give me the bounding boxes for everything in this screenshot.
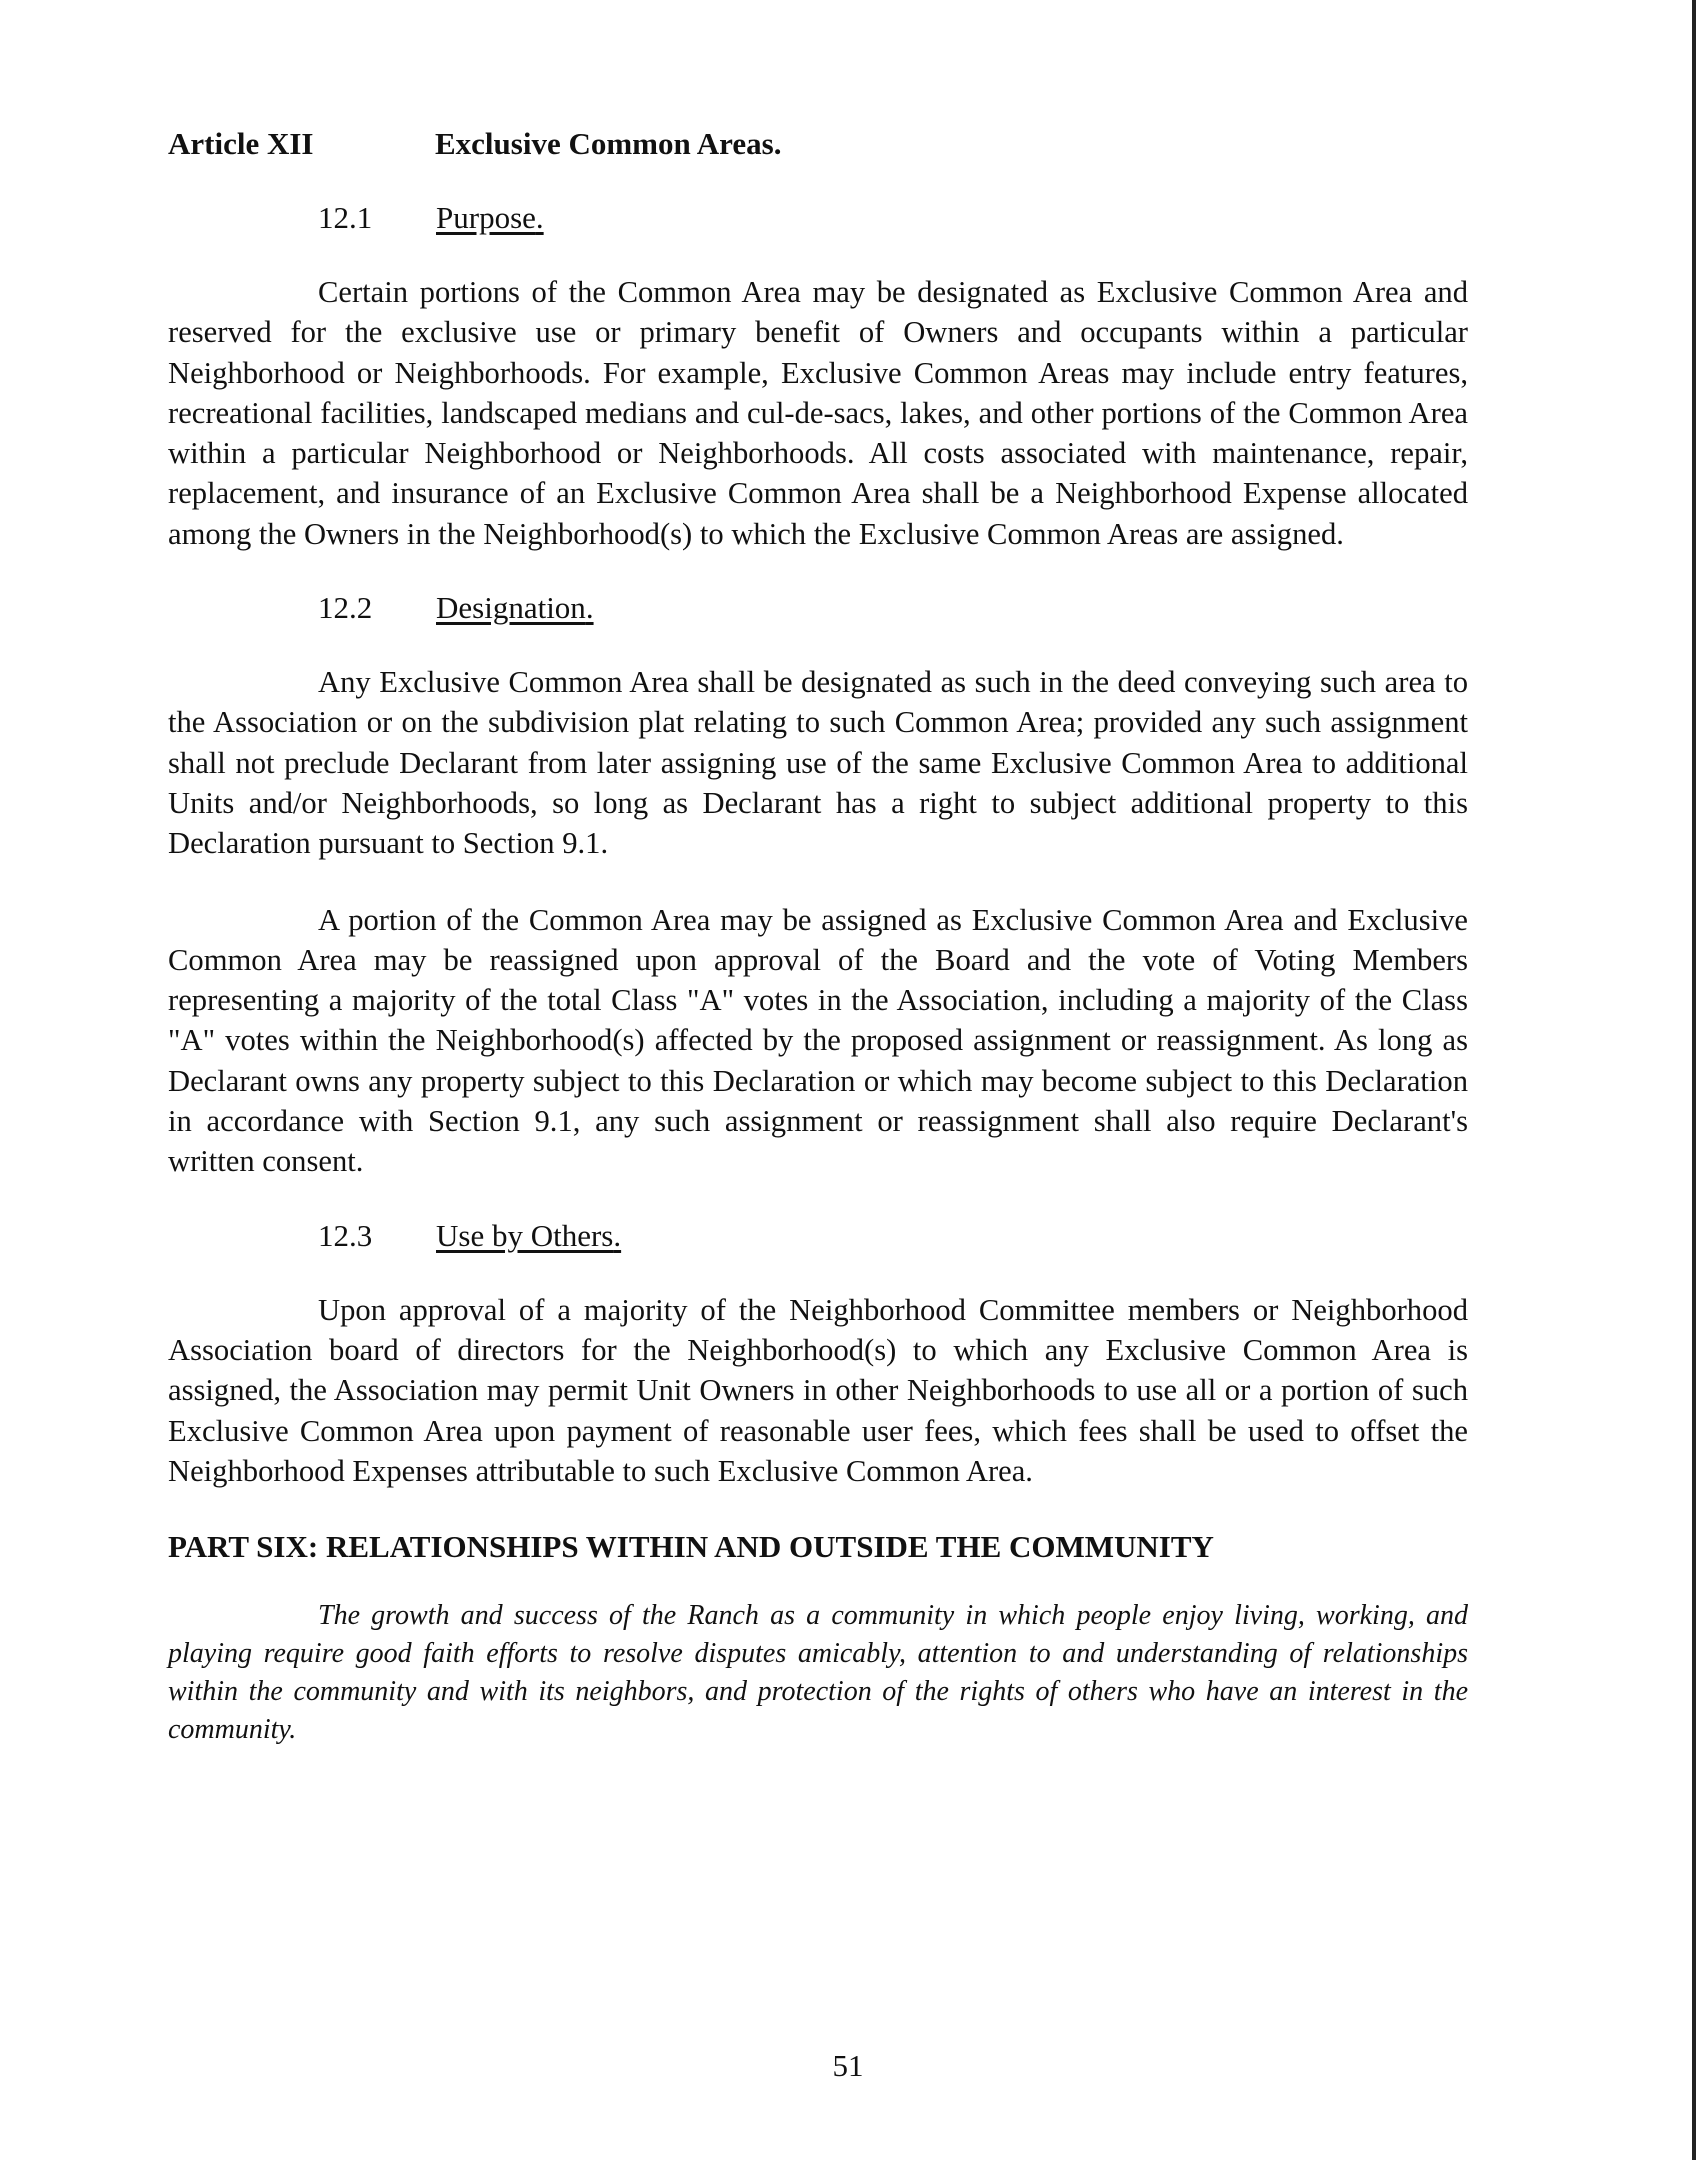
part-intro: The growth and success of the Ranch as a community in which people enjoy living, working, and playing require good faith efforts to resolve disputes amicably, attention to and understanding of relationships within the community and with its neighbors, and protection of the rights of others who have an interest in the community. [168,1600,1468,1746]
section-heading-12-2 [168,588,1468,628]
section-heading-12-3 [168,1216,1468,1256]
article-number: Article XII [168,126,314,161]
section-heading-12-1 [168,198,1468,238]
document-body [168,124,1468,1749]
paragraph: Upon approval of a majority of the Neighborhood Committee members or Neighborhood Association board of directors for the Neighborhood(s) to which any Exclusive Common Area is assigned, the Association may permit Unit Owners in other Neighborhoods to use all or a portion of such Exclusive Common Area upon payment of reasonable user fees, which fees shall be used to offset the Neighborhood Expenses attributable to such Exclusive Common Area. [168,1292,1468,1488]
section-title: Purpose. [436,200,544,235]
article-title: Exclusive Common Areas. [435,126,782,161]
section-title: Designation. [436,590,594,626]
paragraph: Certain portions of the Common Area may be designated as Exclusive Common Area and reserved for the exclusive use or primary benefit of Owners and occupants within a particular Neighborhood or Neighborhoods. For example, Exclusive Common Areas may include entry features, recreational facilities, landscaped medians and cul-de-sacs, lakes, and other portions of the Common Area within a particular Neighborhood or Neighborhoods. All costs associated with maintenance, repair, replacement, and insurance of an Exclusive Common Area shall be a Neighborhood Expense allocated among the Owners in the Neighborhood(s) to which the Exclusive Common Areas are assigned. [168,275,1468,551]
section-number: 12.2 [318,590,373,626]
part-heading: PART SIX: RELATIONSHIPS WITHIN AND OUTSIDE THE COMMUNITY [168,1529,1214,1565]
section-number: 12.3 [318,1217,373,1253]
paragraph: Any Exclusive Common Area shall be designated as such in the deed conveying such area to the Association or on the subdivision plat relating to such Common Area; provided any such assignment shall not preclude Declarant from later assigning use of the same Exclusive Common Area to additional Units and/or Neighborhoods, so long as Declarant has a right to subject additional property to this Declaration pursuant to Section 9.1. [168,665,1468,861]
article-heading [168,124,1468,164]
page-number: 51 [832,2048,864,2083]
section-number: 12.1 [318,200,373,235]
section-title: Use by Others. [436,1217,622,1253]
page-edge [1692,0,1696,2160]
paragraph: A portion of the Common Area may be assigned as Exclusive Common Area and Exclusive Common Area may be reassigned upon approval of the Board and the vote of Voting Members representing a majority of the total Class "A" votes in the Association, including a majority of the Class "A" votes within the Neighborhood(s) affected by the proposed assignment or reassignment. As long as Declarant owns any property subject to this Declaration or which may become subject to this Declaration in accordance with Section 9.1, any such assignment or reassignment shall also require Declarant's written consent. [168,902,1468,1179]
